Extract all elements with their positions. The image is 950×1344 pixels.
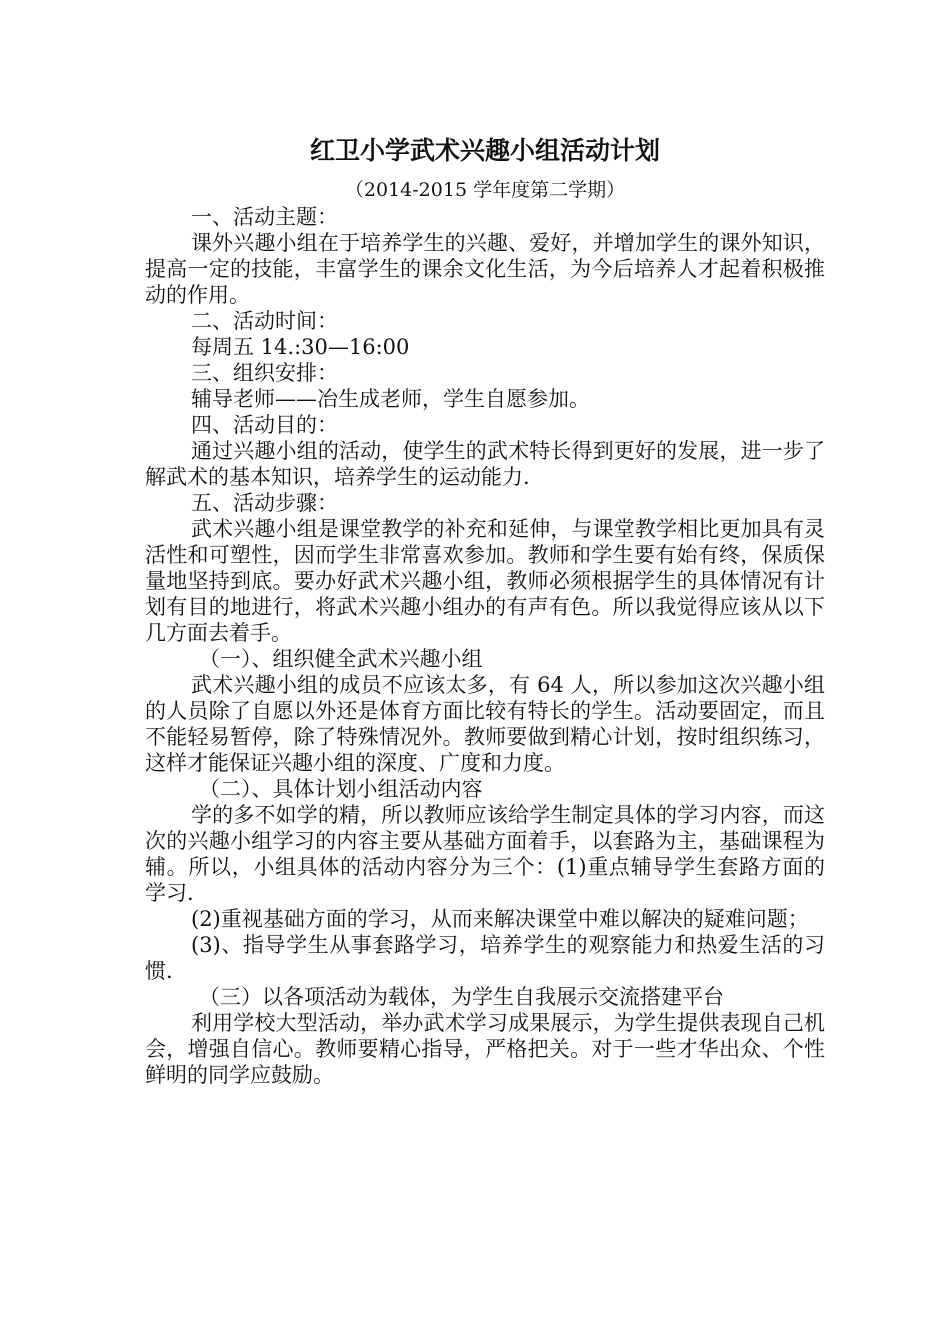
subsection-body-platform: 利用学校大型活动，举办武术学习成果展示，为学生提供表现自己机会，增强自信心。教师要精心指导，严格把关。对于一些才华出众、个性鲜明的同学应鼓励。	[145, 1011, 825, 1087]
subsection-body-plan: 学的多不如学的精，所以教师应该给学生制定具体的学习内容，而这次的兴趣小组学习的内容主要从基础方面着手，以套路为主，基础课程为辅。所以，小组具体的活动内容分为三个：(1)重点辅导学生套路方面的学习.	[145, 803, 825, 905]
section-body-steps: 武术兴趣小组是课堂教学的补充和延伸，与课堂教学相比更加具有灵活性和可塑性，因而学生非常喜欢参加。教师和学生要有始有终，保质保量地坚持到底。要办好武术兴趣小组，教师必须根据学生的具体情况有计划有目的地进行，将武术兴趣小组办的有声有色。所以我觉得应该从以下几方面去着手。	[145, 517, 825, 645]
section-body-theme: 课外兴趣小组在于培养学生的兴趣、爱好，并增加学生的课外知识，提高一定的技能，丰富学生的课余文化生活，为今后培养人才起着积极推动的作用。	[145, 231, 825, 307]
section-body-organization: 辅导老师——冶生成老师，学生自愿参加。	[191, 387, 590, 411]
subsection-body-organize: 武术兴趣小组的成员不应该太多，有 64 人，所以参加这次兴趣小组的人员除了自愿以外还是体育方面比较有特长的学生。活动要固定，而且不能轻易暂停，除了特殊情况外。教师要做到精心计划，按时组织练习，这样才能保证兴趣小组的深度、广度和力度。	[145, 673, 825, 775]
document-body	[145, 128, 825, 1088]
section-heading-steps: 五、活动步骤：	[191, 491, 338, 515]
section-heading-theme: 一、活动主题：	[191, 205, 338, 229]
section-heading-purpose: 四、活动目的：	[191, 413, 338, 437]
section-heading-organization: 三、组织安排：	[191, 361, 338, 385]
section-body-purpose: 通过兴趣小组的活动，使学生的武术特长得到更好的发展，进一步了解武术的基本知识，培养学生的运动能力.	[145, 439, 825, 489]
subsection-item-routines: (3)、指导学生从事套路学习，培养学生的观察能力和热爱生活的习惯.	[145, 933, 825, 983]
section-body-time: 每周五 14.:30—16:00	[191, 335, 410, 359]
section-heading-time: 二、活动时间：	[191, 309, 338, 333]
subsection-heading-plan: （二）、具体计划小组活动内容	[199, 777, 483, 801]
document-title: 红卫小学武术兴趣小组活动计划	[309, 136, 660, 165]
subsection-heading-organize: （一）、组织健全武术兴趣小组	[199, 647, 483, 671]
document-subtitle: （2014-2015 学年度第二学期）	[344, 179, 626, 201]
subsection-item-basics: (2)重视基础方面的学习，从而来解决课堂中难以解决的疑难问题；	[191, 907, 809, 931]
subsection-heading-platform: （三）以各项活动为载体，为学生自我展示交流搭建平台	[199, 985, 724, 1009]
